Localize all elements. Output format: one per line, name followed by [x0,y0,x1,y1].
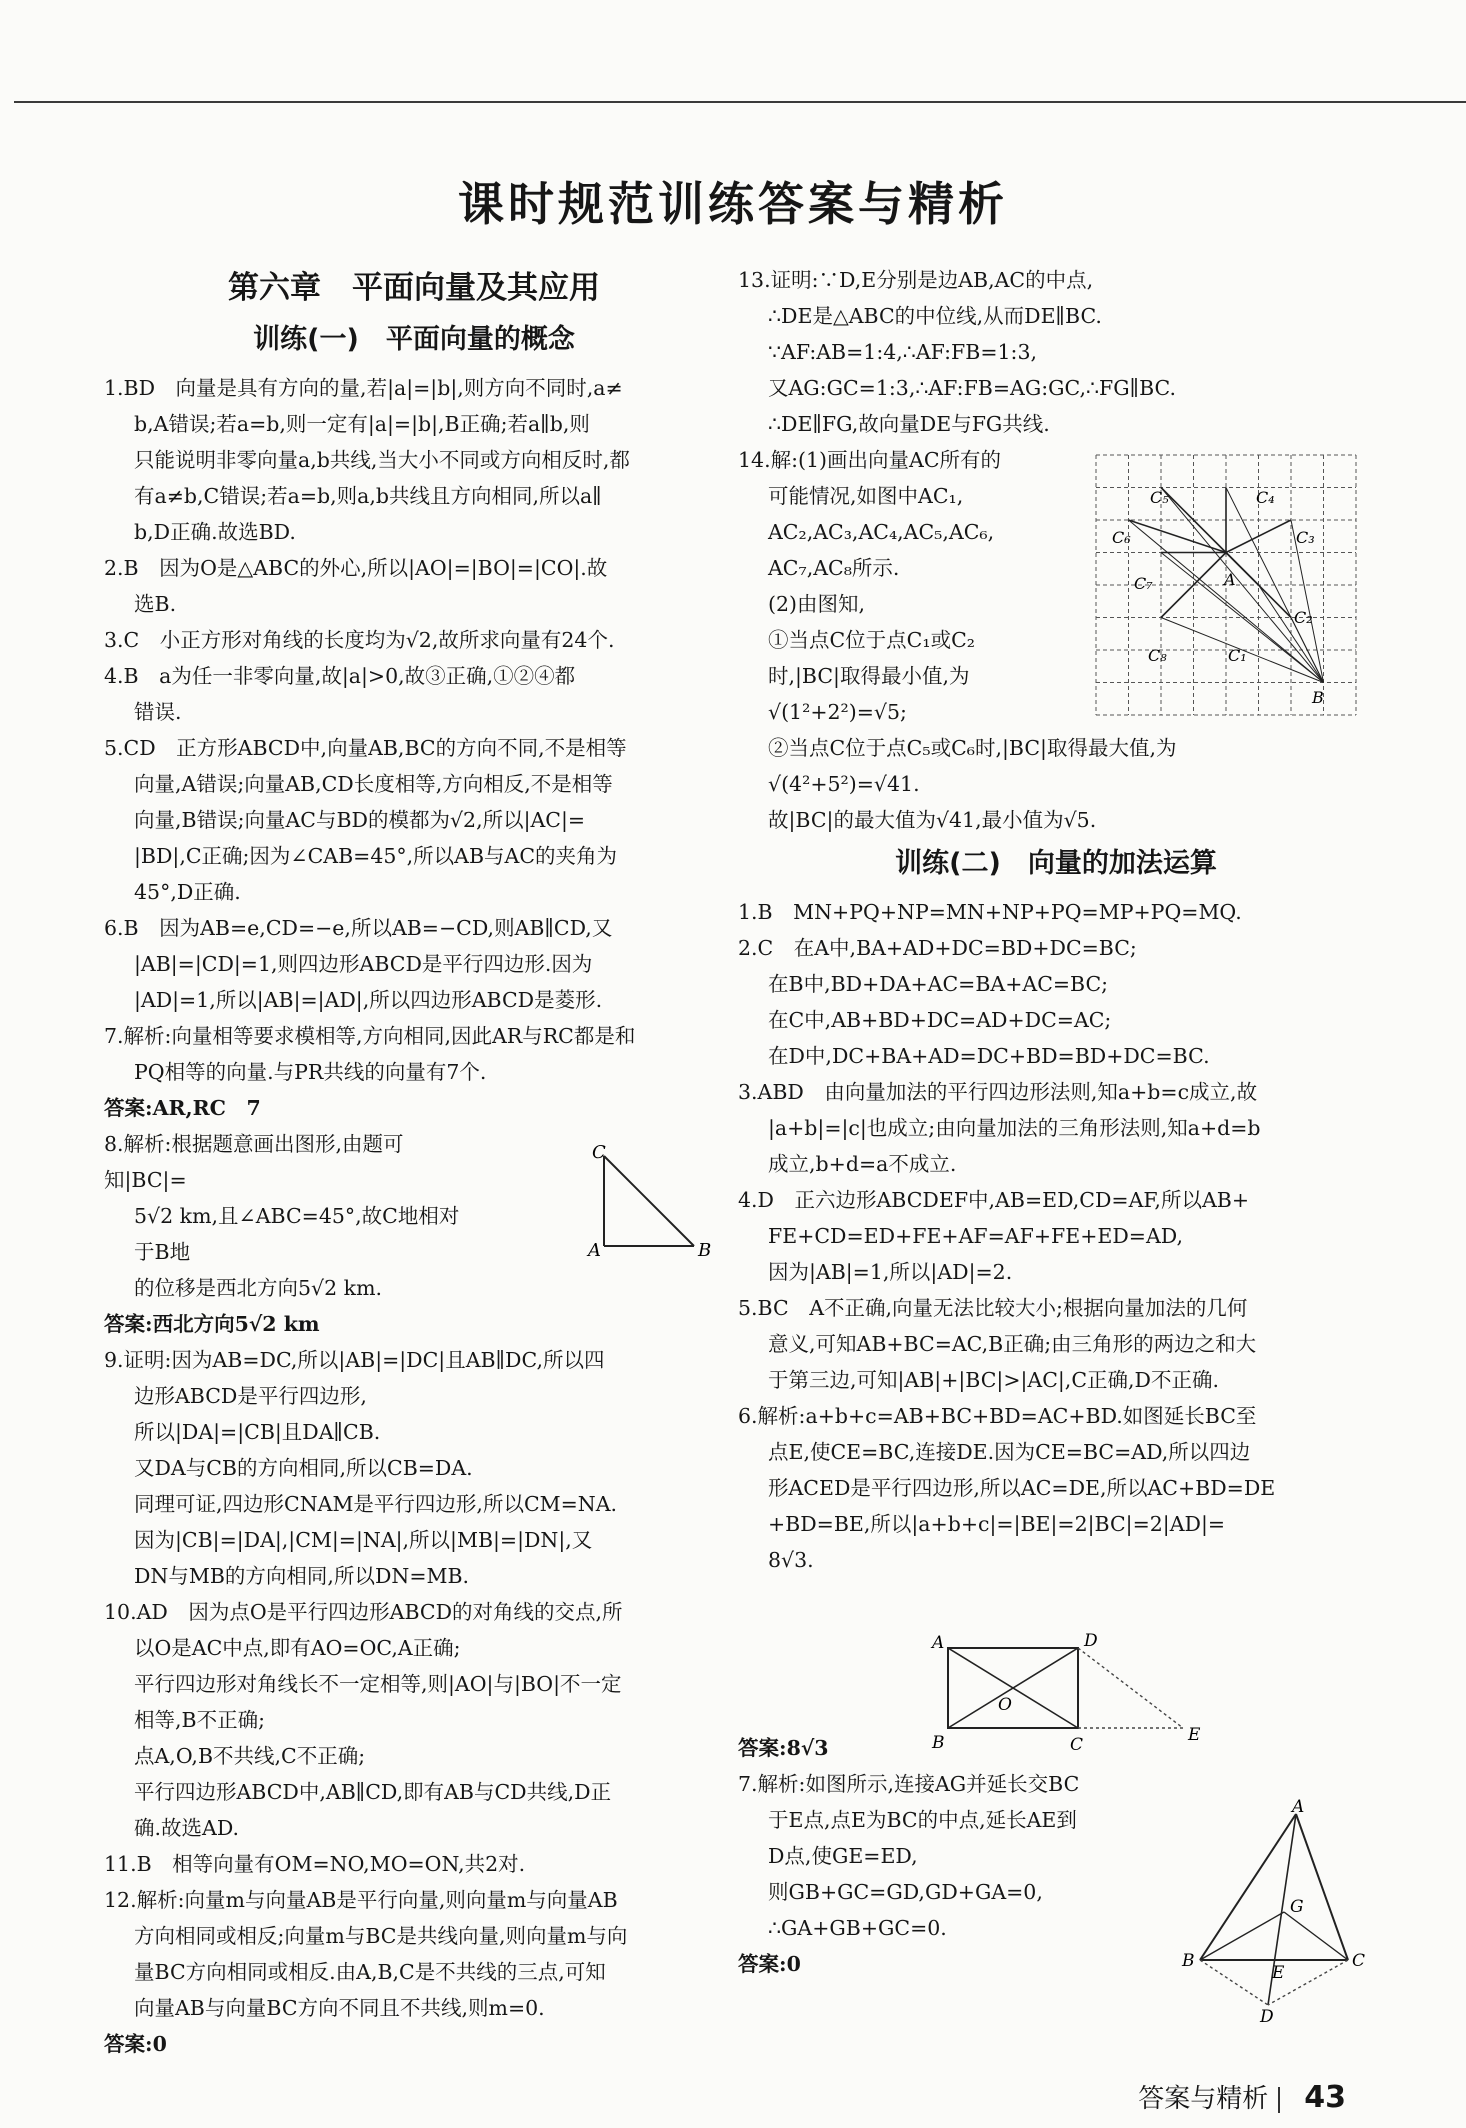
grid-label-c7: C₇ [1134,574,1153,593]
text-line: 4.B a为任一非零向量,故|a|>0,故③正确,①②④都 [104,664,576,688]
text-line: (2)由图知, [768,592,866,616]
text-line: b,D正确.故选BD. [134,520,296,544]
text-line: 12.解析:向量m与向量AB是平行向量,则向量m与向量AB [104,1888,618,1912]
fig8-side-cb [604,1156,694,1246]
text-line: 5.CD 正方形ABCD中,向量AB,BC的方向不同,不是相等 [104,736,627,760]
fig8-label-c: C [592,1142,606,1163]
text-line: |BD|,C正确;因为∠CAB=45°,所以AB与AC的夹角为 [134,844,618,868]
page-footer [1138,2078,1346,2115]
text-line: |AD|=1,所以|AB|=|AD|,所以四边形ABCD是菱形. [134,988,603,1012]
text-line: 6.解析:a+b+c=AB+BC+BD=AC+BD.如图延长BC至 [738,1404,1257,1428]
text-line: 同理可证,四边形CNAM是平行四边形,所以CM=NA. [134,1492,618,1516]
text-line: 因为|AB|=1,所以|AD|=2. [768,1260,1013,1284]
rect-figure-6 [928,1628,1218,1758]
text-line: 10.AD 因为点O是平行四边形ABCD的对角线的交点,所 [104,1600,623,1624]
text-line: 点A,O,B不共线,C不正确; [134,1744,366,1768]
text-line: 4.D 正六边形ABCDEF中,AB=ED,CD=AF,所以AB+ [738,1188,1249,1212]
vector-ac [1129,520,1227,553]
fig7-side-ac [1296,1814,1348,1960]
grid-label-c3: C₃ [1296,528,1315,547]
right-lines-b [738,894,1374,1578]
text-line: AC₇,AC₈所示. [768,556,900,580]
fig7-label-d: D [1260,2007,1274,2027]
fig6-label-c: C [1070,1735,1084,1755]
footer-divider [1278,2087,1280,2113]
text-line: 可能情况,如图中AC₁, [768,484,964,508]
text-line: 向量,B错误;向量AC与BD的模都为√2,所以|AC|= [134,808,586,832]
text-line: 故|BC|的最大值为√41,最小值为√5. [768,808,1097,832]
text-line: FE+CD=ED+FE+AF=AF+FE+ED=AD, [768,1224,1183,1248]
text-line: 7.解析:向量相等要求模相等,方向相同,因此AR与RC都是和 [104,1024,636,1048]
text-line: 只能说明非零向量a,b共线,当大小不同或方向相反时,都 [134,448,630,472]
text-line: 于第三边,可知|AB|+|BC|>|AC|,C正确,D不正确. [768,1368,1219,1392]
text-line: 又DA与CB的方向相同,所以CB=DA. [134,1456,473,1480]
text-line: 答案:西北方向5√2 km [104,1312,320,1336]
text-line: 错误. [134,700,182,724]
grid-label-c5: C₅ [1150,488,1169,507]
text-line: 相等,B不正确; [134,1708,265,1732]
grid-label-c2: C₂ [1294,608,1313,627]
fig7-segment-bg [1200,1912,1284,1960]
grid-label-c8: C₈ [1148,646,1167,665]
right-lines-c [738,1766,1178,1946]
text-line: 平行四边形对角线长不一定相等,则|AO|与|BO|不一定 [134,1672,622,1696]
text-line: 在C中,AB+BD+DC=AD+DC=AC; [768,1008,1112,1032]
text-line: 8.解析:根据题意画出图形,由题可知|BC|= [104,1132,404,1192]
text-line: 向量AB与向量BC方向不同且不共线,则m=0. [134,1996,545,2020]
text-line: PQ相等的向量.与PR共线的向量有7个. [134,1060,487,1084]
text-line: 又AG:GC=1:3,∴AF:FB=AG:GC,∴FG∥BC. [768,376,1177,400]
text-line: 11.B 相等向量有OM=NO,MO=ON,共2对. [104,1852,526,1876]
fig6-label-o: O [998,1695,1012,1715]
grid-label-c1: C₁ [1228,646,1247,665]
fig7-label-g: G [1290,1897,1304,1917]
fig6-label-e: E [1188,1725,1201,1745]
triangle-figure-8 [588,1142,714,1266]
fig6-label-b: B [932,1733,945,1753]
text-line: 在B中,BD+DA+AC=BA+AC=BC; [768,972,1109,996]
text-line: 平行四边形ABCD中,AB∥CD,即有AB与CD共线,D正 [134,1780,612,1804]
chapter-heading: 第六章 平面向量及其应用 [228,270,600,306]
section-heading-1: 训练(一) 平面向量的概念 [253,324,575,355]
text-line: ∴DE∥FG,故向量DE与FG共线. [768,412,1050,436]
text-line: DN与MB的方向相同,所以DN=MB. [134,1564,470,1588]
text-line: ②当点C位于点C₅或C₆时,|BC|取得最大值,为 [768,736,1177,760]
text-line: 9.证明:因为AB=DC,所以|AB|=|DC|且AB∥DC,所以四 [104,1348,605,1372]
fig6-segment-de [1078,1648,1183,1728]
text-line: 选B. [134,592,177,616]
text-line: D点,使GE=ED, [768,1844,918,1868]
text-line: 以O是AC中点,即有AO=OC,A正确; [134,1636,461,1660]
text-line: 答案:0 [104,2032,167,2056]
text-line: 量BC方向相同或相反.由A,B,C是不共线的三点,可知 [134,1960,606,1984]
text-line: √(1²+2²)=√5; [768,700,907,724]
triangle-figure-7 [1180,1797,1370,2027]
text-line: 边形ABCD是平行四边形, [134,1384,367,1408]
text-line: 因为|CB|=|DA|,|CM|=|NA|,所以|MB|=|DN|,又 [134,1528,593,1552]
text-line: ①当点C位于点C₁或C₂ [768,628,975,652]
text-line: 的位移是西北方向5√2 km. [134,1276,383,1300]
top-rule [14,101,1466,103]
grid-label-c6: C₆ [1112,528,1131,547]
grid-label-c4: C₄ [1256,488,1275,507]
text-line: 答案:AR,RC 7 [104,1096,261,1120]
text-line: |AB|=|CD|=1,则四边形ABCD是平行四边形.因为 [134,952,593,976]
fig7-side-ab [1200,1814,1296,1960]
fig7-segment-bd [1200,1960,1268,2005]
fig7-label-a: A [1292,1797,1305,1817]
text-line: 向量,A错误;向量AB,CD长度相等,方向相反,不是相等 [134,772,613,796]
grid-label-a: A [1224,570,1236,589]
text-line: +BD=BE,所以|a+b+c|=|BE|=2|BC|=2|AD|= [768,1512,1226,1536]
fig7-label-b: B [1182,1951,1195,1971]
text-line: 所以|DA|=|CB|且DA∥CB. [134,1420,381,1444]
footer-label: 答案与精析 [1138,2084,1269,2114]
text-line: 确.故选AD. [134,1816,240,1840]
text-line: 方向相同或相反;向量m与BC是共线向量,则向量m与向 [134,1924,628,1948]
fig8-label-a: A [588,1240,601,1261]
text-line: 则GB+GC=GD,GD+GA=0, [768,1880,1043,1904]
answer-6: 答案:8√3 [738,1736,829,1760]
text-line: ∵AF:AB=1:4,∴AF:FB=1:3, [768,340,1038,364]
text-line: 1.BD 向量是具有方向的量,若|a|=|b|,则方向不同时,a≠ [104,376,623,400]
text-line: 3.ABD 由向量加法的平行四边形法则,知a+b=c成立,故 [738,1080,1258,1104]
text-line: 8√3. [768,1548,814,1572]
text-line: 5√2 km,且∠ABC=45°,故C地相对于B地 [134,1204,460,1264]
text-line: 点E,使CE=BC,连接DE.因为CE=BC=AD,所以四边 [768,1440,1251,1464]
text-line: AC₂,AC₃,AC₄,AC₅,AC₆, [768,520,995,544]
text-line: 5.BC A不正确,向量无法比较大小;根据向量加法的几何 [738,1296,1248,1320]
text-line: 2.B 因为O是△ABC的外心,所以|AO|=|BO|=|CO|.故 [104,556,608,580]
text-line: 45°,D正确. [134,880,241,904]
text-line: 意义,可知AB+BC=AC,B正确;由三角形的两边之和大 [768,1332,1257,1356]
text-line: 成立,b+d=a不成立. [768,1152,957,1176]
text-line: b,A错误;若a=b,则一定有|a|=|b|,B正确;若a∥b,则 [134,412,590,436]
text-line: 6.B 因为AB=e,CD=−e,所以AB=−CD,则AB∥CD,又 [104,916,613,940]
text-line: 14.解:(1)画出向量AC所有的 [738,448,1002,472]
text-line: 有a≠b,C错误;若a=b,则a,b共线且方向相同,所以a∥ [134,484,602,508]
text-line: 在D中,DC+BA+AD=DC+BD=BD+DC=BC. [768,1044,1210,1068]
page-number: 43 [1304,2080,1346,2115]
text-line: 7.解析:如图所示,连接AG并延长交BC [738,1772,1080,1796]
fig6-label-d: D [1084,1631,1098,1651]
text-line: ∴GA+GB+GC=0. [768,1916,947,1940]
text-line: 1.B MN+PQ+NP=MN+NP+PQ=MP+PQ=MQ. [738,900,1242,924]
text-line: ∴DE是△ABC的中位线,从而DE∥BC. [768,304,1102,328]
section-heading-2: 训练(二) 向量的加法运算 [895,848,1217,879]
text-line: 3.C 小正方形对角线的长度均为√2,故所求向量有24个. [104,628,615,652]
text-line: |a+b|=|c|也成立;由向量加法的三角形法则,知a+d=b [768,1116,1261,1140]
text-line: 时,|BC|取得最小值,为 [768,664,970,688]
page-title: 课时规范训练答案与精析 [458,177,1008,231]
fig6-label-a: A [932,1633,945,1653]
fig8-label-b: B [698,1240,712,1261]
fig7-label-e: E [1272,1963,1285,1983]
grid-label-b: B [1312,688,1324,707]
fig7-label-c: C [1352,1951,1366,1971]
text-line: 2.C 在A中,BA+AD+DC=BD+DC=BC; [738,936,1137,960]
text-line: 13.证明:∵D,E分别是边AB,AC的中点, [738,268,1094,292]
text-line: 形ACED是平行四边形,所以AC=DE,所以AC+BD=DE [768,1476,1276,1500]
text-line: √(4²+5²)=√41. [768,772,920,796]
text-line: 于E点,点E为BC的中点,延长AE到 [768,1808,1077,1832]
grid-figure-14 [1088,447,1368,727]
answer-7: 答案:0 [738,1952,801,1976]
